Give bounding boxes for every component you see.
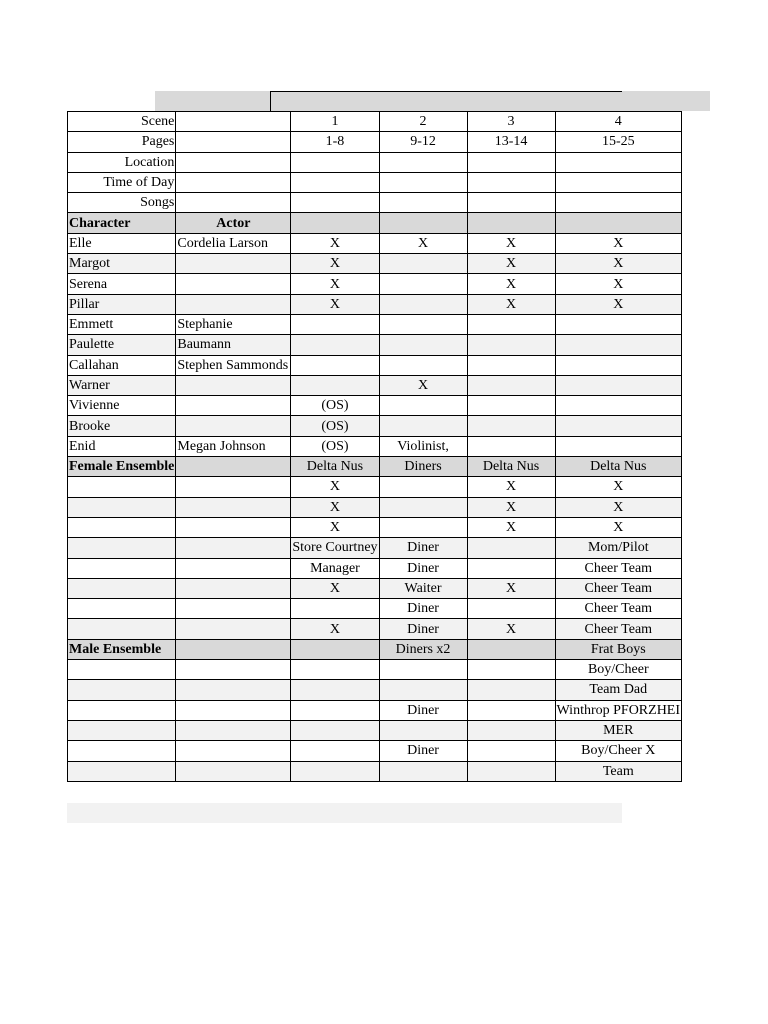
male-ensemble-row [68, 700, 682, 720]
ensemble-cell [379, 497, 467, 517]
character-name: Brooke [68, 416, 176, 436]
scene-cell: X [555, 294, 682, 314]
male-ensemble-row [68, 660, 682, 680]
ensemble-cell: X [467, 619, 555, 639]
ensemble-cell: X [555, 497, 682, 517]
scene-cell: (OS) [291, 436, 379, 456]
role-row [68, 233, 682, 253]
actor-name: Cordelia Larson [176, 233, 291, 253]
ensemble-cell: X [467, 578, 555, 598]
ensemble-group: Delta Nus [467, 457, 555, 477]
ensemble-cell: Diner [379, 700, 467, 720]
female-ensemble-row [68, 558, 682, 578]
page-range: 9-12 [379, 132, 467, 152]
scene-cell: X [555, 233, 682, 253]
ensemble-cell: Team [555, 761, 682, 781]
scene-cell: X [467, 254, 555, 274]
ensemble-cell [379, 477, 467, 497]
ensemble-cell: Store Courtney [291, 538, 379, 558]
scene-number: 1 [291, 112, 379, 132]
ensemble-group: Diners x2 [379, 639, 467, 659]
scene-cell [555, 335, 682, 355]
ensemble-cell [467, 538, 555, 558]
scene-cell [467, 436, 555, 456]
role-row [68, 375, 682, 395]
page-range: 1-8 [291, 132, 379, 152]
ensemble-cell [379, 660, 467, 680]
female-ensemble-row [68, 517, 682, 537]
scene-cell: X [291, 274, 379, 294]
ensemble-group: Frat Boys [555, 639, 682, 659]
female-ensemble-row [68, 477, 682, 497]
male-ensemble-row [68, 761, 682, 781]
scene-cell [291, 335, 379, 355]
scene-cell: (OS) [291, 396, 379, 416]
scene-cell: X [467, 294, 555, 314]
ensemble-cell: X [291, 517, 379, 537]
scene-cell [379, 335, 467, 355]
ensemble-group: Delta Nus [555, 457, 682, 477]
ensemble-cell: X [467, 517, 555, 537]
header-band-border [270, 91, 622, 92]
ensemble-cell: Boy/Cheer X [555, 741, 682, 761]
role-row [68, 396, 682, 416]
scene-cell [379, 254, 467, 274]
actor-name: Stephen Sammonds [176, 355, 291, 375]
actor-name [176, 396, 291, 416]
character-name: Elle [68, 233, 176, 253]
scene-cell [379, 416, 467, 436]
header-band-right [270, 91, 710, 111]
time-of-day-row [68, 172, 682, 192]
scene-cell [291, 314, 379, 334]
female-ensemble-row [68, 538, 682, 558]
ensemble-group [291, 639, 379, 659]
ensemble-cell [467, 720, 555, 740]
ensemble-cell: Diner [379, 619, 467, 639]
ensemble-cell [467, 558, 555, 578]
scene-cell [467, 396, 555, 416]
ensemble-cell: X [555, 477, 682, 497]
ensemble-cell: X [467, 477, 555, 497]
songs-label: Songs [68, 193, 176, 213]
ensemble-cell: Diner [379, 538, 467, 558]
male-ensemble-row [68, 680, 682, 700]
male-ensemble-label [68, 639, 176, 659]
scene-cell: X [291, 294, 379, 314]
ensemble-cell [291, 720, 379, 740]
scene-cell [291, 355, 379, 375]
actor-name [176, 375, 291, 395]
female-ensemble-row [68, 619, 682, 639]
page-range: 13-14 [467, 132, 555, 152]
location-row [68, 152, 682, 172]
ensemble-cell [291, 741, 379, 761]
scene-cell [467, 335, 555, 355]
scene-cell [555, 314, 682, 334]
scene-cell: X [467, 274, 555, 294]
ensemble-cell [467, 741, 555, 761]
ensemble-cell: X [467, 497, 555, 517]
role-row [68, 314, 682, 334]
scene-cell: X [467, 233, 555, 253]
ensemble-cell: Cheer Team [555, 599, 682, 619]
ensemble-cell [379, 517, 467, 537]
ensemble-cell [467, 761, 555, 781]
character-name: Warner [68, 375, 176, 395]
scene-number: 3 [467, 112, 555, 132]
scene-cell: X [291, 254, 379, 274]
ensemble-group [467, 639, 555, 659]
header-band-divider [270, 91, 271, 111]
pages-label: Pages [68, 132, 176, 152]
role-row [68, 436, 682, 456]
scene-cell: X [379, 375, 467, 395]
character-header-row [68, 213, 682, 233]
male-ensemble-label-line1: Male [69, 641, 100, 657]
pages-row [68, 132, 682, 152]
female-ensemble-row [68, 578, 682, 598]
scene-number: 2 [379, 112, 467, 132]
ensemble-cell [467, 700, 555, 720]
character-name: Serena [68, 274, 176, 294]
page-range: 15-25 [555, 132, 682, 152]
character-name: Enid [68, 436, 176, 456]
ensemble-cell [379, 720, 467, 740]
actor-name [176, 274, 291, 294]
ensemble-cell [467, 599, 555, 619]
ensemble-cell [467, 680, 555, 700]
female-ensemble-row [68, 497, 682, 517]
scene-cell [379, 314, 467, 334]
ensemble-cell: X [291, 619, 379, 639]
role-row [68, 355, 682, 375]
character-name: Paulette [68, 335, 176, 355]
actor-name [176, 254, 291, 274]
ensemble-group: Delta Nus [291, 457, 379, 477]
scene-cell [555, 375, 682, 395]
scene-cell [379, 396, 467, 416]
ensemble-cell: Cheer Team [555, 558, 682, 578]
ensemble-cell: X [555, 517, 682, 537]
ensemble-cell [291, 660, 379, 680]
actor-name: Baumann [176, 335, 291, 355]
female-ensemble-header-row [68, 457, 682, 477]
ensemble-cell [291, 599, 379, 619]
scene-cell [379, 274, 467, 294]
character-name: Callahan [68, 355, 176, 375]
actor-name: Stephanie [176, 314, 291, 334]
scene-cell [379, 355, 467, 375]
scene-cell [555, 436, 682, 456]
scene-breakdown-table [67, 111, 682, 782]
role-row [68, 335, 682, 355]
actor-name: Megan Johnson [176, 436, 291, 456]
scene-cell: X [291, 233, 379, 253]
ensemble-cell: Waiter [379, 578, 467, 598]
ensemble-cell: Team Dad [555, 680, 682, 700]
scene-cell [379, 294, 467, 314]
scene-label: Scene [68, 112, 176, 132]
scene-cell [467, 314, 555, 334]
ensemble-cell: X [291, 477, 379, 497]
ensemble-cell [291, 761, 379, 781]
female-ensemble-label-line1: Female [69, 459, 113, 475]
ensemble-cell: Mom/Pilot [555, 538, 682, 558]
character-name: Pillar [68, 294, 176, 314]
ensemble-cell: X [291, 497, 379, 517]
role-row [68, 294, 682, 314]
ensemble-cell [291, 700, 379, 720]
character-header: Character [68, 213, 176, 233]
ensemble-cell [379, 680, 467, 700]
ensemble-cell [467, 660, 555, 680]
ensemble-group: Diners [379, 457, 467, 477]
scene-cell: Violinist, [379, 436, 467, 456]
ensemble-cell: Cheer Team [555, 619, 682, 639]
ensemble-cell: Manager [291, 558, 379, 578]
songs-row [68, 193, 682, 213]
scene-number: 4 [555, 112, 682, 132]
scene-cell: X [379, 233, 467, 253]
actor-header: Actor [176, 213, 291, 233]
header-band-left [155, 91, 270, 111]
ensemble-cell [291, 680, 379, 700]
actor-name [176, 416, 291, 436]
scene-row [68, 112, 682, 132]
role-row [68, 416, 682, 436]
female-ensemble-label-line2: Ensemble [116, 459, 175, 475]
male-ensemble-label-line2: Ensemble [102, 641, 162, 657]
scene-cell: X [555, 274, 682, 294]
scene-cell: X [555, 254, 682, 274]
scene-cell [291, 375, 379, 395]
ensemble-cell: Boy/Cheer [555, 660, 682, 680]
scene-cell [555, 355, 682, 375]
character-name: Margot [68, 254, 176, 274]
role-row [68, 274, 682, 294]
scene-cell: (OS) [291, 416, 379, 436]
ensemble-cell: Diner [379, 741, 467, 761]
scene-cell [467, 355, 555, 375]
scene-cell [555, 396, 682, 416]
ensemble-cell: Diner [379, 558, 467, 578]
character-name: Emmett [68, 314, 176, 334]
ensemble-cell: Diner [379, 599, 467, 619]
female-ensemble-label [68, 457, 176, 477]
ensemble-cell: MER [555, 720, 682, 740]
ensemble-cell: Cheer Team [555, 578, 682, 598]
scene-cell [555, 416, 682, 436]
female-ensemble-row [68, 599, 682, 619]
ensemble-cell: Winthrop PFORZHEI [555, 700, 682, 720]
time-of-day-label: Time of Day [68, 172, 176, 192]
footer-band [67, 803, 622, 823]
ensemble-cell [379, 761, 467, 781]
ensemble-cell: X [291, 578, 379, 598]
scene-cell [467, 375, 555, 395]
actor-name [176, 294, 291, 314]
male-ensemble-header-row [68, 639, 682, 659]
scene-cell [467, 416, 555, 436]
male-ensemble-row [68, 741, 682, 761]
male-ensemble-row [68, 720, 682, 740]
location-label: Location [68, 152, 176, 172]
role-row [68, 254, 682, 274]
character-name: Vivienne [68, 396, 176, 416]
